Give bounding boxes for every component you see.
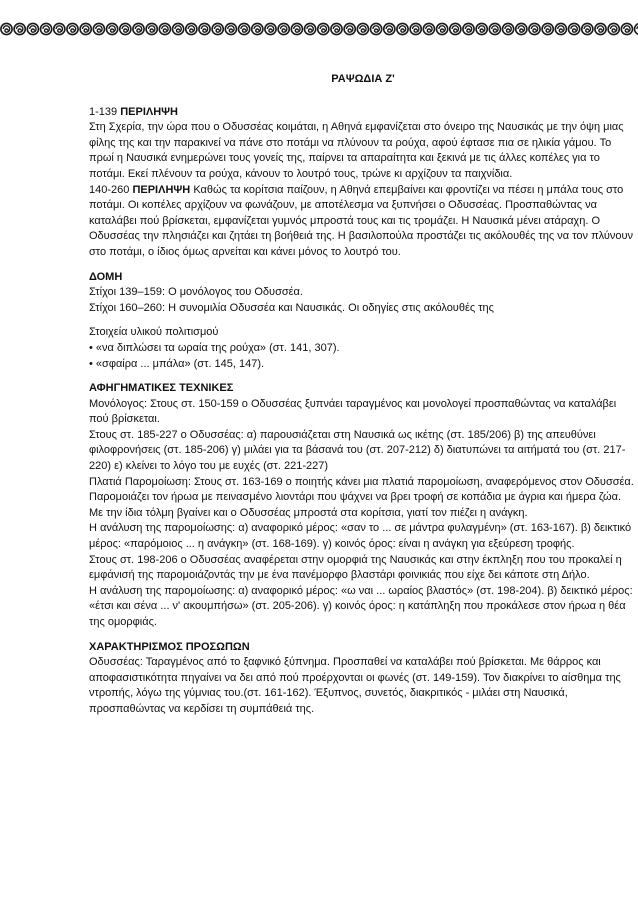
spiral-ornament [318,23,329,34]
spiral-ornament [239,23,250,34]
spiral-ornament [107,23,118,34]
spiral-ornament [146,23,157,34]
spiral-ornament [212,23,223,34]
spiral-ornament [291,23,302,34]
spiral-ornament [305,23,316,34]
spiral-ornament [450,23,461,34]
summary-2-range: 140-260 [89,183,130,196]
spiral-ornament [371,23,382,34]
summary-2 [89,183,637,261]
spiral-ornament [120,23,131,34]
spiral-ornament [397,23,408,34]
spiral-ornament [621,23,632,34]
techniques-heading: ΑΦΗΓΗΜΑΤΙΚΕΣ ΤΕΧΝΙΚΕΣ [89,382,234,395]
spiral-ornament [1,23,12,34]
spiral-ornament [199,23,210,34]
spiral-ornament [582,23,593,34]
spiral-ornament [14,23,25,34]
spiral-ornament [41,23,52,34]
spiral-ornament [423,23,434,34]
spiral-ornament [503,23,514,34]
spiral-ornament [159,23,170,34]
spiral-ornament [384,23,395,34]
spiral-ornament [595,23,606,34]
spiral-ornament [437,23,448,34]
culture-heading: Στοιχεία υλικού πολιτισμού [89,326,219,339]
summary-1-label: ΠΕΡΙΛΗΨΗ [120,105,179,118]
summary-2-text: Καθώς τα κορίτσια παίζουν, η Αθηνά επεμβαίνει και φροντίζει να πέσει η μπάλα τους στο ποτάμι. Οι κοπέλες αρχίζουν να φωνάζουν, με αποτέλεσμα να ξυπνήσει ο Οδυσσέας. Προσπαθώντας να καταλάβει πού βρίσκεται, εμφανίζεται γυμνός μπροστά τους και τις τρομάζει. Η Ναυσικά μένει ατάραχη. Ο Οδυσσέας την πλησιάζει και ζητάει τη βοήθειά της. Η βασιλοπούλα προστάζει τις ακόλουθές της να τον πλύνουν στο ποτάμι, ο ίδιος όμως αρνείται και κάνει μόνος το λουτρό του. [89,183,634,258]
spiral-ornament [476,23,487,34]
techniques-paragraph: Μονόλογος: Στους στ. 150-159 ο Οδυσσέας ξυπνάει ταραγμένος και μονολογεί προσπαθώντας να καταλάβει πού βρίσκεται. [89,397,617,426]
spiral-ornament [489,23,500,34]
spiral-ornament [93,23,104,34]
spiral-ornament [225,23,236,34]
characters-heading: ΧΑΡΑΚΤΗΡΙΣΜΟΣ ΠΡΟΣΩΠΩΝ [89,640,250,653]
summary-1 [89,105,637,183]
spiral-ornament [80,23,91,34]
spiral-ornament [410,23,421,34]
spiral-ornament [463,23,474,34]
spiral-ornament [27,23,38,34]
spiral-ornament [542,23,553,34]
techniques-paragraph: Η ανάλυση της παρομοίωσης: α) αναφορικό μέρος: «ω ναι ... ωραίος βλαστός» (στ. 198-204). β) δεικτικό μέρος: «έτσι και σένα ... ν' ακουμπήσω» (στ. 205-206). γ) κοινός όρος: η κατάπληξη που προκάλεσε στον ήρωα η θέα της ομορφιάς. [89,584,633,628]
culture-item: • «σφαίρα ... μπάλα» (στ. 145, 147). [89,357,265,370]
spiral-ornament [344,23,355,34]
document-title: ΡΑΨΩΔΙΑ Ζ' [331,73,395,85]
spiral-ornament [278,23,289,34]
structure-heading: ΔΟΜΗ [89,270,123,283]
techniques-paragraph: Η ανάλυση της παρομοίωσης: α) αναφορικό μέρος: «σαν το ... σε μάντρα φυλαγμένη» (στ. 163-167). β) δεικτικό μέρος: «παρόμοιος ... η ανάγκη» (στ. 168-169). γ) κοινός όρος: είναι η ανάγκη για εξεύρεση τροφής. [89,522,632,551]
spiral-ornament [67,23,78,34]
spiral-ornament [529,23,540,34]
structure-line: Στίχοι 139–159: Ο μονόλογος του Οδυσσέα. [89,286,303,299]
spiral-ornament [265,23,276,34]
document-page [89,72,637,718]
characters-text: Οδυσσέας: Ταραγμένος από το ξαφνικό ξύπνημα. Προσπαθεί να καταλάβει πού βρίσκεται. Με θάρρος και αποφασιστικότητα πηγαίνει να δει από πού προέρχονται οι φωνές (στ. 149-159). Τον διακρίνει το αίσθημα της ντροπής, λόγω της γύμνιας του.(στ. 161-162). Έξυπνος, συνετός, διακριτικός - μιλάει στη Ναυσικά, προσπαθώντας να κερδίσει τη συμπάθειά της. [89,656,621,715]
techniques-paragraph: Στους στ. 185-227 ο Οδυσσέας: α) παρουσιάζεται στη Ναυσικά ως ικέτης (στ. 185/206) β) της απευθύνει φιλοφρονήσεις (στ. 185-206) γ) μιλάει για τα βάσανά του (στ. 207-212) δ) διατυπώνει τα αιτήματά του (στ. 217-220) ε) κλείνει το λόγο του με ευχές (στ. 221-227) [89,428,626,473]
spiral-ornament [608,23,619,34]
summary-2-label: ΠΕΡΙΛΗΨΗ [132,183,191,196]
structure-line: Στίχοι 160–260: Η συνομιλία Οδυσσέα και Ναυσικάς. Οι οδηγίες στις ακόλουθές της [89,301,494,314]
spiral-ornament [331,23,342,34]
spiral-ornament [555,23,566,34]
spiral-ornament [516,23,527,34]
decorative-spiral-border [0,22,638,36]
spiral-ornament [357,23,368,34]
techniques-paragraph: Στους στ. 198-206 ο Οδυσσέας αναφέρεται στην ομορφιά της Ναυσικάς και στην έκπληξη που του προκαλεί η εμφάνισή της παρομοιάζοντάς την με ένα πανέμορφο βλαστάρι φοινικιάς που είχε δει κάποτε στη Δήλο. [89,553,622,582]
summary-1-text: Στη Σχερία, την ώρα που ο Οδυσσέας κοιμάται, η Αθηνά εμφανίζεται στο όνειρο της Ναυσικάς με την όψη μιας φίλης της και την παρακινεί να πάνε στο ποτάμι να πλύνουν τα ρούχα, αφού έφτασε πια σε ηλικία γάμου. Το πρωί η Ναυσικά ενημερώνει τους γονείς της, παίρνει τα απαραίτητα και ξεκινά με τις άλλες κοπέλες για το ποτάμι. Εκεί πλένουν τα ρούχα, κάνουν το λουτρό τους, τρώνε κι αρχίζουν τα παιχνίδια. [89,121,624,180]
spiral-ornament [635,23,638,34]
spiral-ornament [173,23,184,34]
spiral-ornament [569,23,580,34]
spiral-ornament [252,23,263,34]
spiral-ornament [54,23,65,34]
culture-item: • «να διπλώσει τα ωραία της ρούχα» (στ. 141, 307). [89,341,340,354]
spiral-ornament [186,23,197,34]
spiral-ornament [133,23,144,34]
summary-1-range: 1-139 [89,105,118,118]
techniques-paragraph: Πλατιά Παρομοίωση: Στους στ. 163-169 ο ποιητής κάνει μια πλατιά παρομοίωση, αναφερόμενος στον Οδυσσέα. Παρομοιάζει τον ήρωα με πεινασμένο λιοντάρι που ψάχνει να βρει τροφή σε κοπάδια με άγρια και ήμερα ζώα. Με την ίδια τόλμη βγαίνει και ο Οδυσσέας μπροστά στα κορίτσια, γιατί τον πιέζει η ανάγκη. [89,475,634,519]
